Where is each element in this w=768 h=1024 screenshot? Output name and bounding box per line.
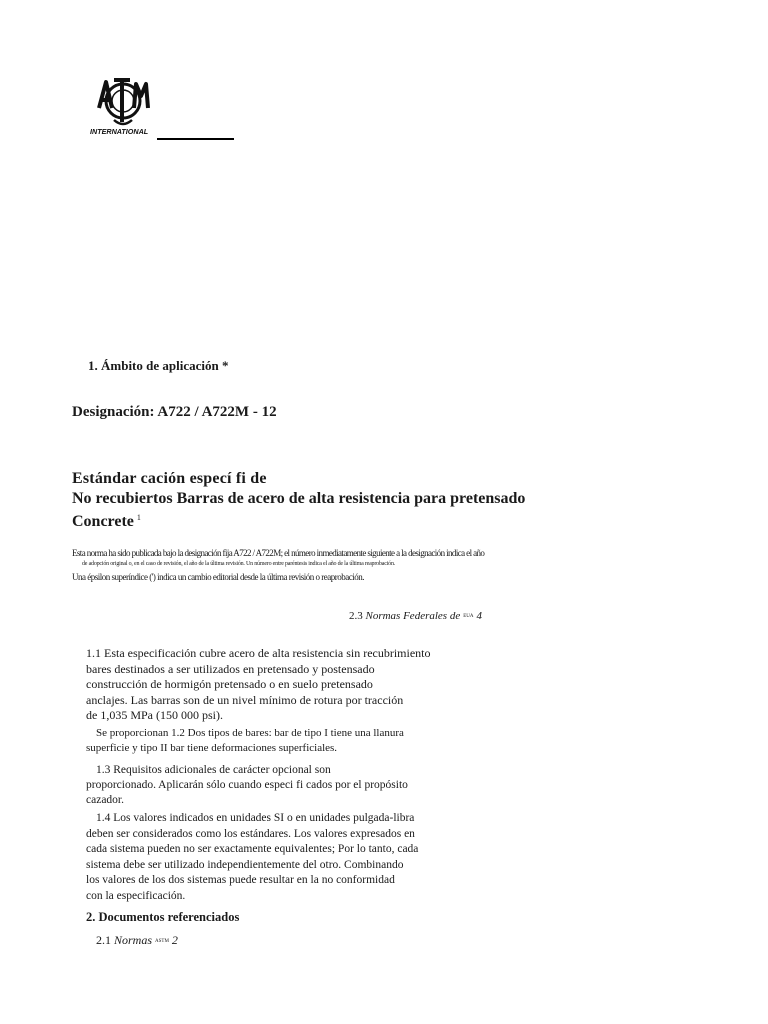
- federal-ref: 4: [476, 610, 482, 622]
- paragraph-1-3: [86, 763, 408, 808]
- paragraph-line: 1.3 Requisitos adicionales de carácter opcional son: [96, 764, 331, 776]
- title-line-3: [72, 513, 141, 531]
- title-line-2: No recubiertos Barras de acero de alta resistencia para pretensado: [72, 490, 526, 507]
- astm-standards-ref-number: 2: [171, 933, 178, 947]
- designation: Designación: A722 / A722M - 12: [72, 404, 277, 420]
- astm-standards-ref: [96, 933, 178, 948]
- title-line-3-text: Concrete: [72, 513, 134, 530]
- paragraph-1-2: [86, 726, 404, 756]
- paragraph-line: bares destinados a ser utilizados en pretensado y postensado: [86, 661, 375, 676]
- paragraph-line: cazador.: [86, 794, 124, 806]
- section-1-heading: 1. Ámbito de aplicación *: [88, 358, 229, 373]
- paragraph-line: proporcionado. Aplicarán sólo cuando especi fi cados por el propósito: [86, 779, 408, 791]
- paragraph-line: con la especificación.: [86, 889, 186, 902]
- paragraph-line: cada sistema pueden no ser exactamente equivalentes; Por lo tanto, cada: [86, 843, 419, 855]
- title-line-1: Estándar cación especí fi de: [72, 470, 267, 487]
- logo-underline: [157, 138, 234, 140]
- federal-label: Normas Federales de: [365, 610, 461, 622]
- federal-small: EUA: [463, 614, 474, 619]
- paragraph-line: anclajes. Las barras son de un nivel mínimo de rotura por tracción: [86, 692, 404, 707]
- title-footnote-mark: 1: [136, 513, 141, 522]
- astm-standards-number: 2.1: [96, 933, 111, 947]
- paragraph-line: de 1,035 MPa (150 000 psi).: [86, 708, 223, 722]
- note-line-2: de adopción original o, en el caso de revisión, el año de la última revisión. Un número entre paréntesis indica el año de la última reaprobación.: [82, 561, 396, 567]
- astm-logo-icon: [88, 74, 158, 140]
- astm-standards-small: ASTM: [155, 939, 169, 944]
- paragraph-line: Se proporcionan 1.2 Dos tipos de bares: bar de tipo I tiene una llanura: [96, 727, 404, 739]
- astm-standards-label: Normas: [114, 933, 153, 947]
- note-line-3: Una épsilon superíndice (') indica un cambio editorial desde la última revisión o reaprobación.: [72, 572, 365, 582]
- paragraph-line: sistema debe ser utilizado independientemente del otro. Combinando: [86, 858, 404, 871]
- federal-standards-ref: [349, 610, 482, 622]
- paragraph-line: 1.1 Esta especificación cubre acero de alta resistencia sin recubrimiento: [86, 646, 431, 660]
- paragraph-line: construcción de hormigón pretensado o en suelo pretensado: [86, 677, 373, 691]
- paragraph-1-4: [86, 811, 418, 904]
- paragraph-line: los valores de los dos sistemas puede resultar en la no conformidad: [86, 874, 395, 886]
- svg-text:INTERNATIONAL: INTERNATIONAL: [90, 127, 149, 136]
- paragraph-line: deben ser considerados como los estándares. Los valores expresados en: [86, 827, 415, 840]
- paragraph-1-1: [86, 646, 431, 724]
- federal-number: 2.3: [349, 610, 363, 622]
- section-2-heading: 2. Documentos referenciados: [86, 910, 240, 924]
- paragraph-line: superficie y tipo II bar tiene deformaciones superficiales.: [86, 742, 338, 754]
- paragraph-line: 1.4 Los valores indicados en unidades SI o en unidades pulgada-libra: [96, 812, 415, 824]
- note-line-1: Esta norma ha sido publicada bajo la designación fija A722 / A722M; el número inmediatamente siguiente a la designación indica el año: [72, 548, 485, 558]
